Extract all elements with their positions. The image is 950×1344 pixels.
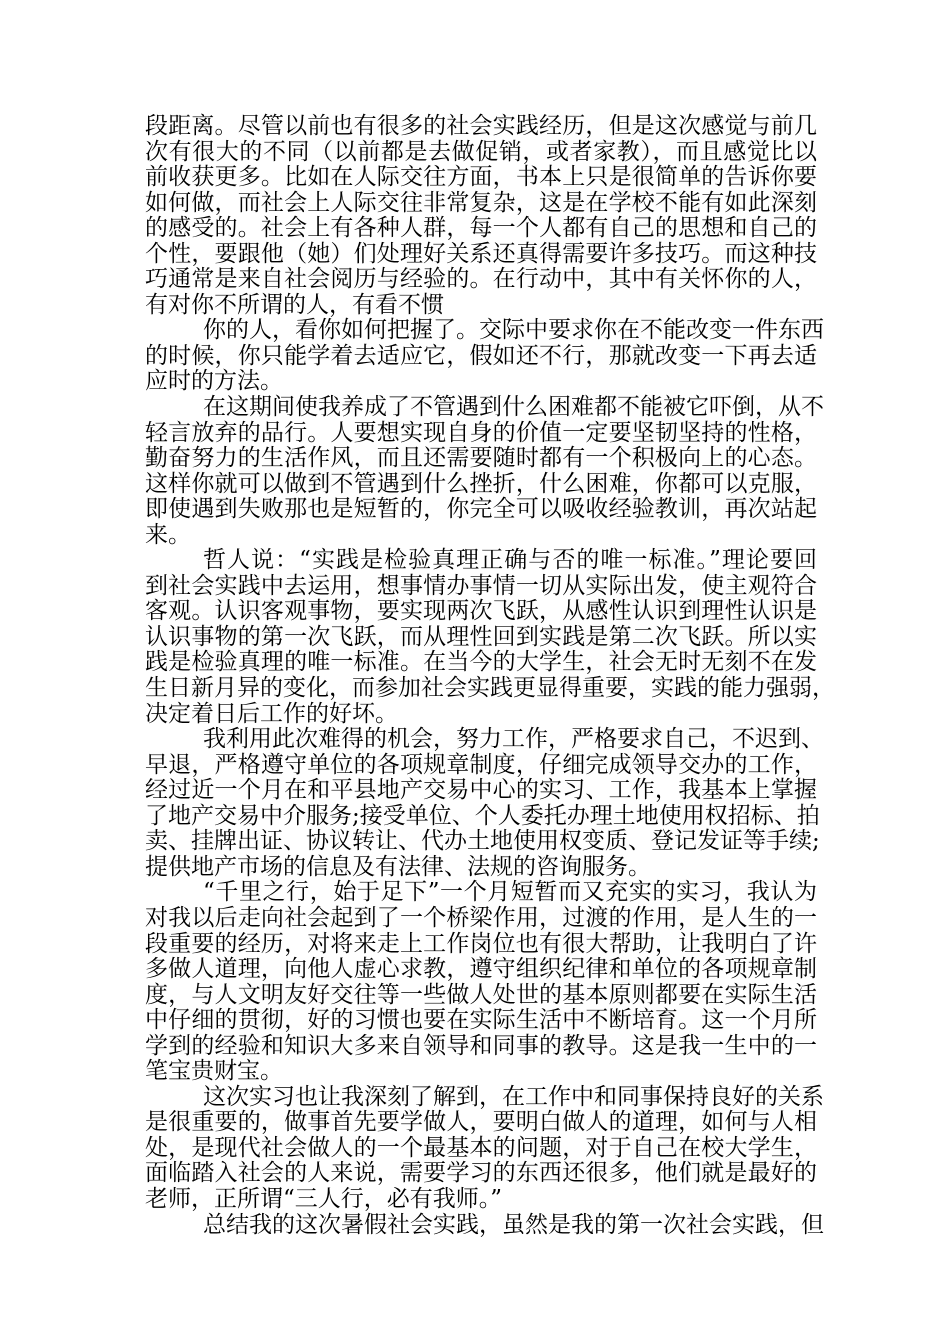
text-line: 这次实习也让我深刻了解到，在工作中和同事保持良好的关系 [203,1083,824,1110]
text-line: 巧通常是来自社会阅历与经验的。在行动中，其中有关怀你的人， [145,266,817,293]
paragraph [145,114,817,318]
text-line: 认识事物的第一次飞跃，而从理性回到实践是第二次飞跃。所以实 [145,623,817,650]
paragraph [145,547,835,727]
text-line: 多做人道理，向他人虚心求教，遵守组织纪律和单位的各项规章制 [145,956,817,983]
text-line: 度，与人文明友好交往等一些做人处世的基本原则都要在实际生活 [145,981,817,1008]
paragraph [145,726,824,880]
text-line: 老师，正所谓“三人行，必有我师。” [145,1185,503,1212]
text-line: 前收获更多。比如在人际交往方面，书本上只是很简单的告诉你要 [145,164,817,191]
text-line: 了地产交易中介服务;接受单位、个人委托办理土地使用权招标、拍 [145,802,820,829]
text-line: 笔宝贵财宝。 [145,1058,283,1085]
text-line: 即使遇到失败那也是短暂的，你完全可以吸收经验教训，再次站起 [145,496,817,523]
text-line: 面临踏入社会的人来说，需要学习的东西还很多，他们就是最好的 [145,1160,817,1187]
paragraph [145,317,824,395]
text-line: 卖、挂牌出证、协议转让、代办土地使用权变质、登记发证等手续; [145,828,820,855]
paragraph [145,880,817,1084]
text-line: 对我以后走向社会起到了一个桥梁作用，过渡的作用，是人生的一 [145,904,817,931]
text-line: 早退，严格遵守单位的各项规章制度，仔细完成领导交办的工作， [145,751,817,778]
text-line: 次有很大的不同（以前都是去做促销，或者家教），而且感觉比以 [145,138,817,165]
text-line: 是很重要的，做事首先要学做人，要明白做人的道理，如何与人相 [145,1109,817,1136]
text-line: 中仔细的贯彻，好的习惯也要在实际生活中不断培育。这一个月所 [145,1007,817,1034]
text-line: 段距离。尽管以前也有很多的社会实践经历，但是这次感觉与前几 [145,113,817,139]
text-line: 勤奋努力的生活作风，而且还需要随时都有一个积极向上的心态。 [145,445,817,472]
text-line: 学到的经验和知识大多来自领导和同事的教导。这是我一生中的一 [145,1032,817,1059]
text-line: 处，是现代社会做人的一个最基本的问题，对于自己在校大学生， [145,1134,817,1161]
text-line: “千里之行，始于足下”一个月短暂而又充实的实习，我认为 [203,879,817,906]
text-line: 个性，要跟他（她）们处理好关系还真得需要许多技巧。而这种技 [145,240,817,267]
text-line: 经过近一个月在和平县地产交易中心的实习、工作，我基本上掌握 [145,777,817,804]
paragraph [145,394,824,548]
text-line: 决定着日后工作的好坏。 [145,700,398,727]
text-line: 总结我的这次暑假社会实践，虽然是我的第一次社会实践，但 [203,1211,824,1238]
paragraph [145,1211,824,1239]
document-page [145,113,835,1238]
text-line: 在这期间使我养成了不管遇到什么困难都不能被它吓倒，从不 [203,394,824,421]
text-line: 轻言放弃的品行。人要想实现自身的价值一定要坚韧坚持的性格， [145,419,817,446]
text-line: 哲人说：“实践是检验真理正确与否的唯一标准。”理论要回 [203,547,817,574]
text-line: 的感受的。社会上有各种人群，每一个人都有自己的思想和自己的 [145,215,817,242]
text-line: 这样你就可以做到不管遇到什么挫折，什么困难，你都可以克服， [145,470,817,497]
text-line: 到社会实践中去运用，想事情办事情一切从实际出发，使主观符合 [145,572,817,599]
text-line: 提供地产市场的信息及有法律、法规的咨询服务。 [145,853,651,880]
text-line: 应时的方法。 [145,368,283,395]
paragraph [145,1083,824,1213]
text-line: 有对你不所谓的人，有看不惯 [145,291,444,318]
text-line: 生日新月异的变化，而参加社会实践更显得重要，实践的能力强弱， [145,675,835,702]
text-line: 段重要的经历，对将来走上工作岗位也有很大帮助，让我明白了许 [145,930,817,957]
text-line: 客观。认识客观事物，要实现两次飞跃，从感性认识到理性认识是 [145,598,817,625]
text-line: 你的人，看你如何把握了。交际中要求你在不能改变一件东西 [203,317,824,344]
text-line: 的时候，你只能学着去适应它，假如还不行，那就改变一下再去适 [145,342,817,369]
text-line: 践是检验真理的唯一标准。在当今的大学生，社会无时无刻不在发 [145,649,817,676]
text-line: 如何做，而社会上人际交往非常复杂，这是在学校不能有如此深刻 [145,189,817,216]
text-line: 来。 [145,521,191,548]
text-line: 我利用此次难得的机会，努力工作，严格要求自己，不迟到、 [203,726,824,753]
